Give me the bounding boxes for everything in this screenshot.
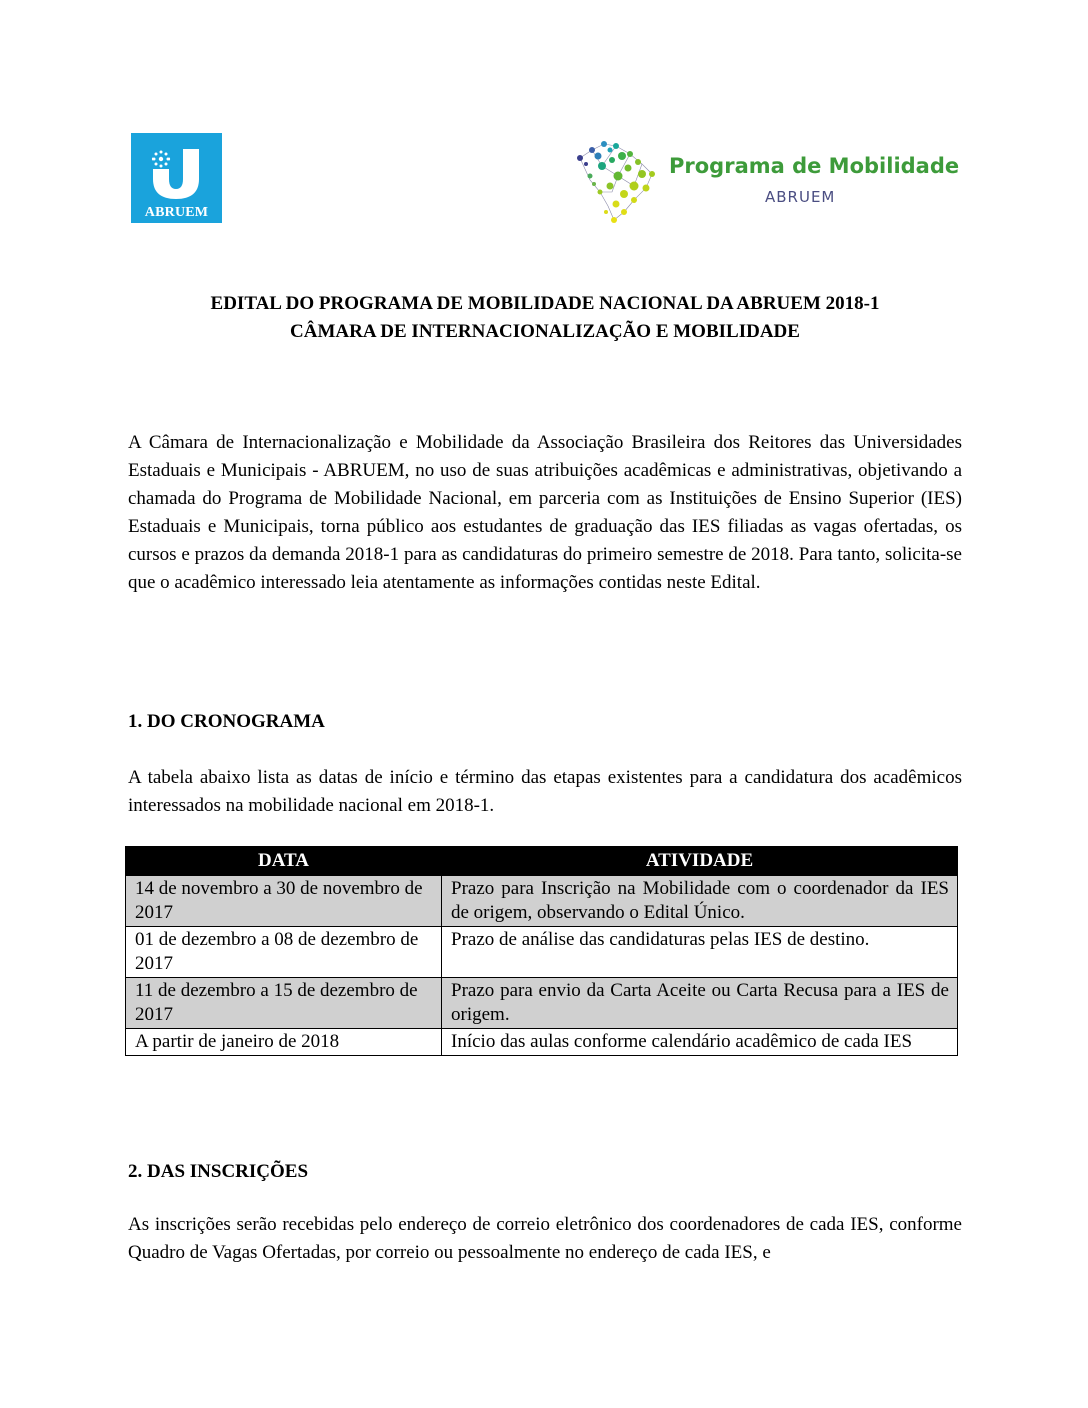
table-row [126,1029,958,1056]
cronograma-table [125,846,958,1056]
table-header-row [126,847,958,876]
cell-atividade: Prazo para envio da Carta Aceite ou Carta Recusa para a IES de origem. [442,978,958,1029]
header-atividade: ATIVIDADE [442,847,958,876]
section-1-text: A tabela abaixo lista as datas de início e término das etapas existentes para a candidatura dos acadêmicos interessados na mobilidade nacional em 2018-1. [128,767,962,816]
section-2-heading: 2. DAS INSCRIÇÕES [128,1161,309,1182]
cell-data: A partir de janeiro de 2018 [126,1029,442,1056]
cell-data: 11 de dezembro a 15 de dezembro de 2017 [126,978,442,1029]
document-title [128,290,962,346]
abruem-logo-text: ABRUEM [144,205,209,220]
abruem-u-icon [147,145,205,201]
cell-atividade: Prazo para Inscrição na Mobilidade com o coordenador da IES de origem, observando o Edital Único. [442,876,958,927]
programa-logo-title: Programa de Mobilidade [669,154,960,178]
table-row [126,927,958,978]
programa-logo-subtitle: ABRUEM [765,188,836,206]
intro-paragraph: A Câmara de Internacionalização e Mobilidade da Associação Brasileira dos Reitores das Universidades Estaduais e Municipais - ABRUEM, no uso de suas atribuições acadêmicas e administrativas, objetivando a chamada do Programa de Mobilidade Nacional, em parceria com as Instituições de Ensino Superior (IES) Estaduais e Municipais, torna público aos estudantes de graduação das IES filiadas as vagas ofertadas, os cursos e prazos da demanda 2018-1 para as candidaturas do primeiro semestre de 2018. Para tanto, solicita-se que o acadêmico interessado leia atentamente as informações contidas neste Edital. [128,432,962,593]
table-row [126,876,958,927]
cell-data: 01 de dezembro a 08 de dezembro de 2017 [126,927,442,978]
cell-atividade: Início das aulas conforme calendário acadêmico de cada IES [442,1029,958,1056]
cell-atividade: Prazo de análise das candidaturas pelas IES de destino. [442,927,958,978]
programa-mobilidade-logo [572,136,962,228]
header-data: DATA [126,847,442,876]
title-line-2: CÂMARA DE INTERNACIONALIZAÇÃO E MOBILIDADE [290,321,800,342]
brazil-map-dots-icon [572,136,667,226]
table-row [126,978,958,1029]
cell-data: 14 de novembro a 30 de novembro de 2017 [126,876,442,927]
title-line-1: EDITAL DO PROGRAMA DE MOBILIDADE NACIONAL DA ABRUEM 2018-1 [210,293,880,314]
section-2-text: As inscrições serão recebidas pelo endereço de correio eletrônico dos coordenadores de cada IES, conforme Quadro de Vagas Ofertadas, por correio ou pessoalmente no endereço de cada IES, e [128,1214,962,1263]
abruem-logo [131,133,222,223]
section-1-heading: 1. DO CRONOGRAMA [128,711,325,732]
